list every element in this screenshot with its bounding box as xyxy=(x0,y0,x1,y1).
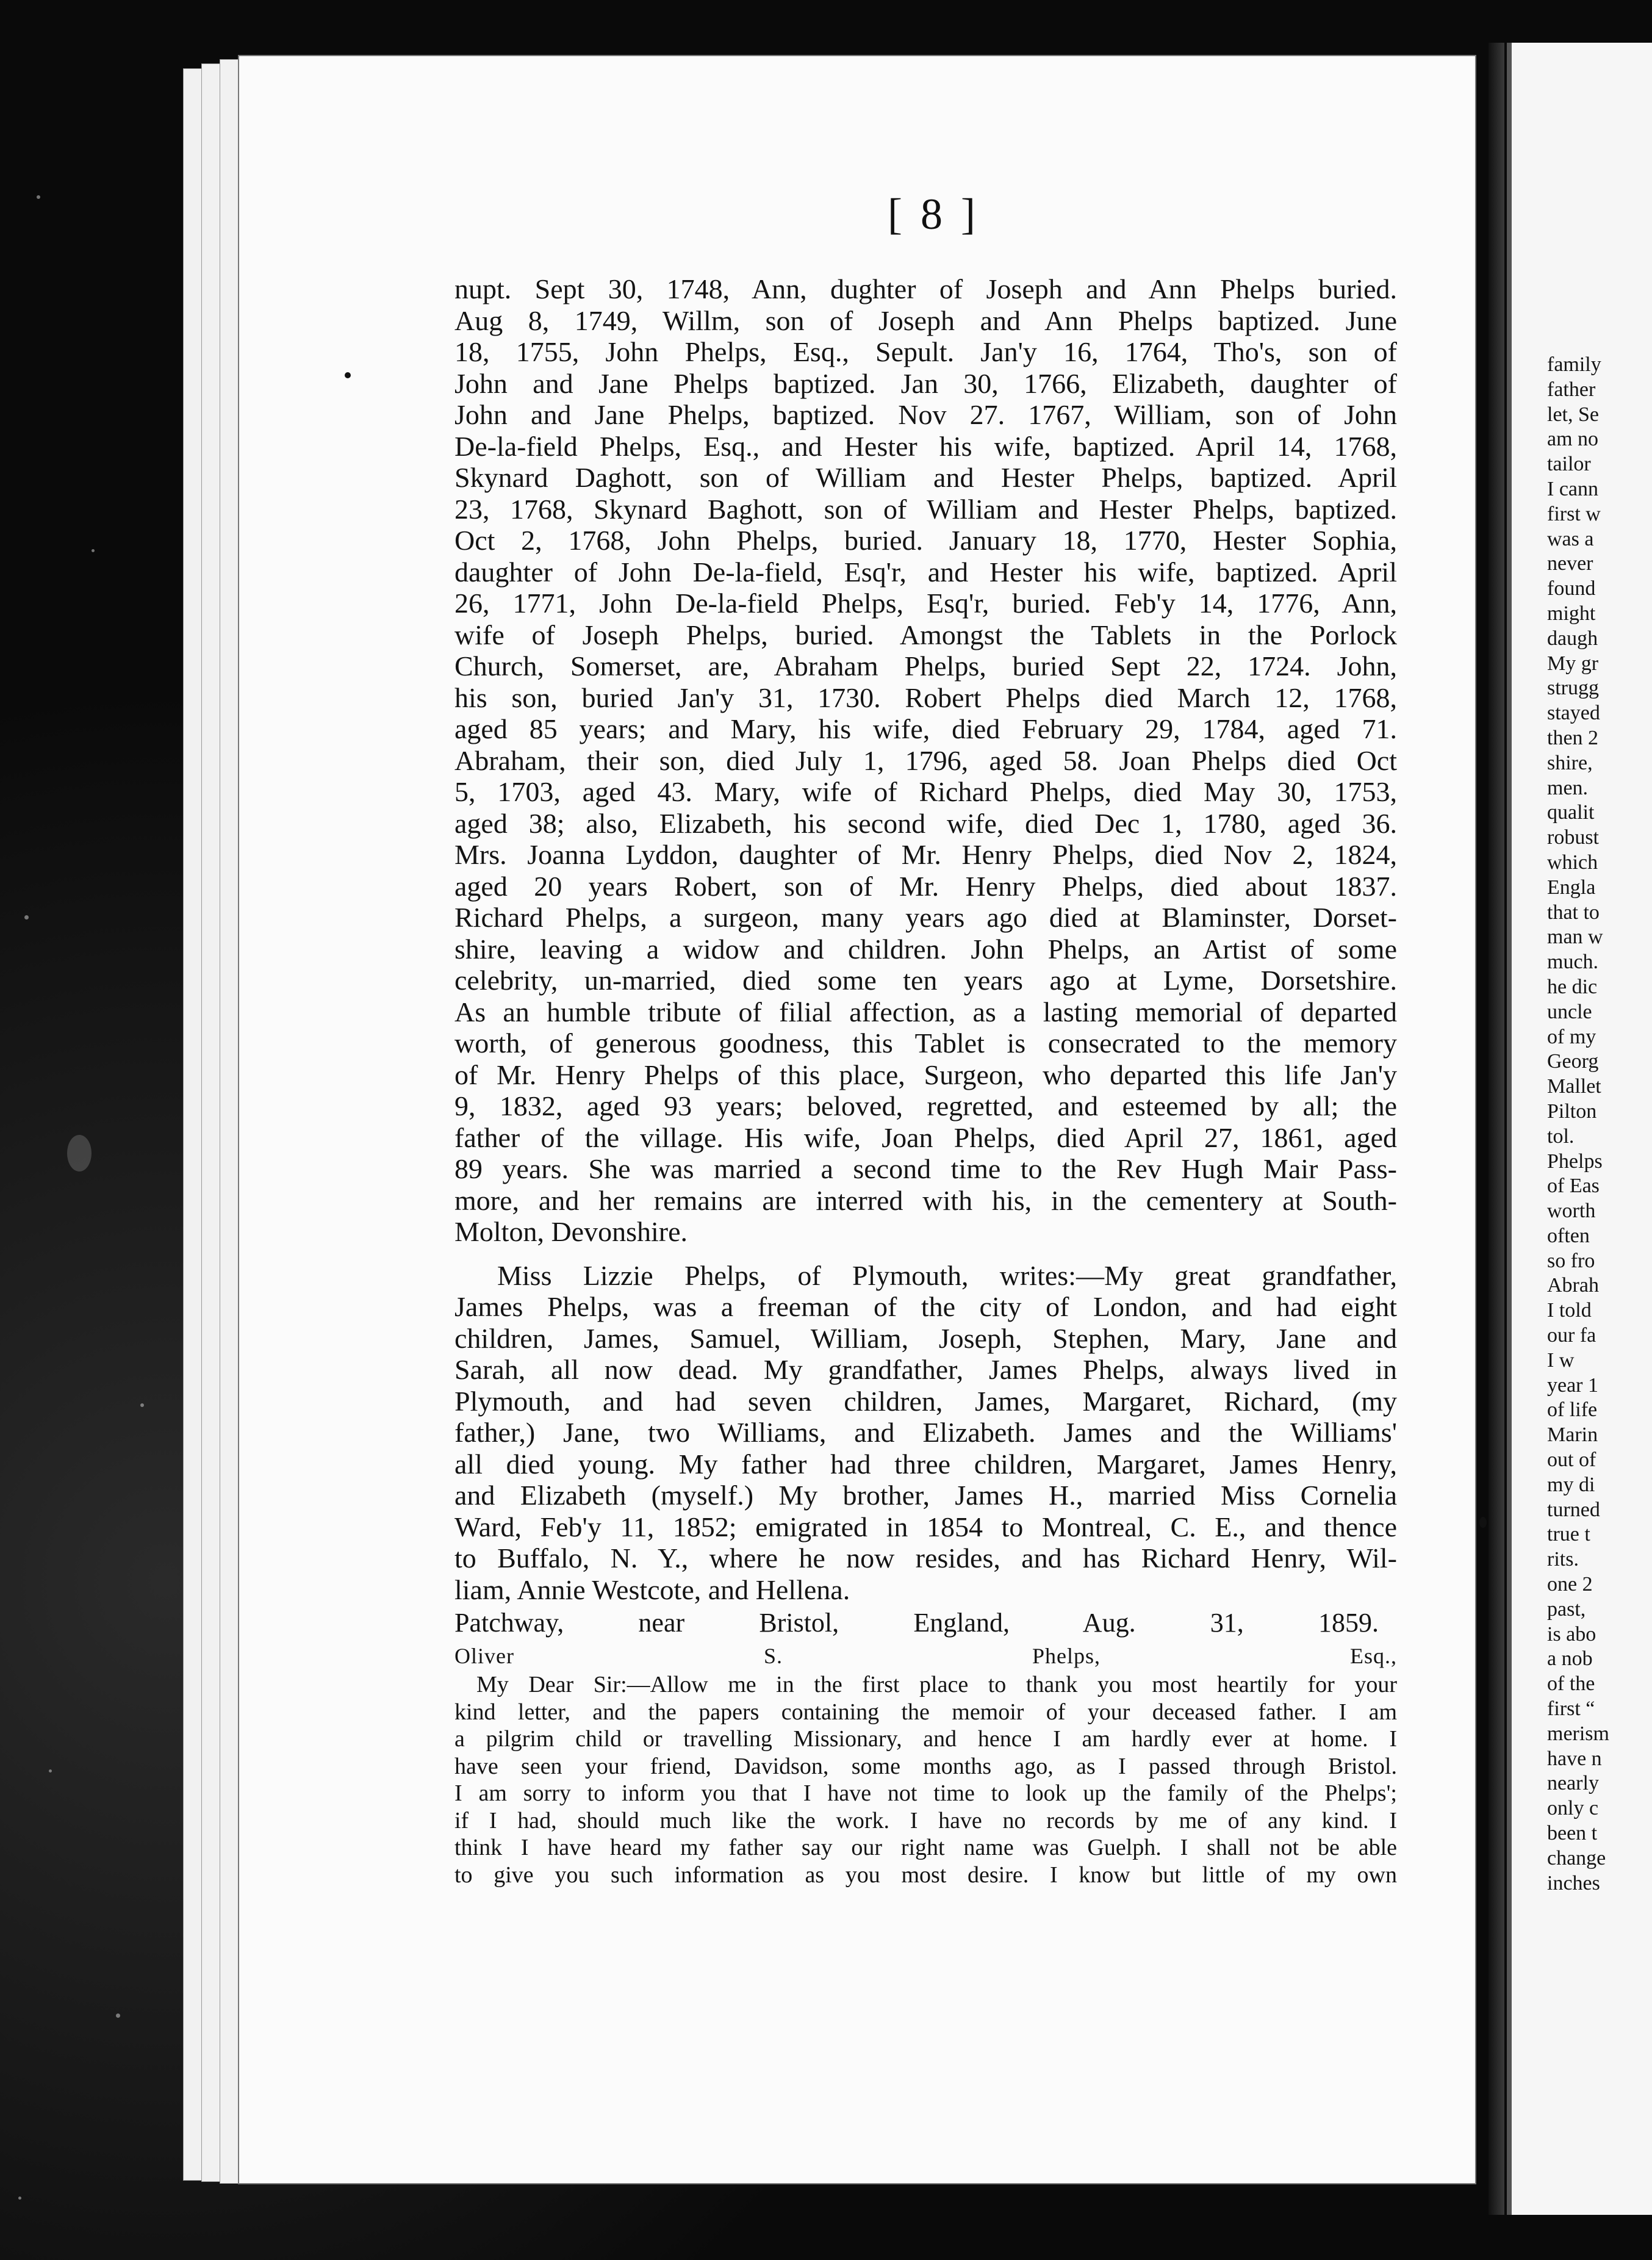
fragment-line: am no xyxy=(1547,428,1599,451)
fragment-line: year 1 xyxy=(1547,1373,1599,1397)
fragment-line: that to xyxy=(1547,901,1600,924)
fragment-line: qualit xyxy=(1547,801,1595,824)
text-line: aged 20 years Robert, son of Mr. Henry Phelps, died about 1837. xyxy=(454,870,1397,902)
fragment-line: he dic xyxy=(1547,975,1598,998)
letter-dateline: Patchway, near Bristol, England, Aug. 31, 1859. xyxy=(454,1608,1379,1638)
text-line: Miss Lizzie Phelps, of Plymouth, writes:—My great grandfather, xyxy=(497,1259,1397,1291)
fragment-line: I told xyxy=(1547,1299,1592,1322)
text-line: 9, 1832, aged 93 years; beloved, regretted, and esteemed by all; the xyxy=(454,1090,1397,1121)
text-line: Molton, Devonshire. xyxy=(454,1216,688,1247)
letter-line: kind letter, and the papers containing the memoir of your deceased father. I am xyxy=(454,1699,1397,1725)
text-line: liam, Annie Westcote, and Hellena. xyxy=(454,1574,850,1605)
letter-line: I am sorry to inform you that I have not time to look up the family of the Phelps'; xyxy=(454,1780,1397,1806)
fragment-line: often xyxy=(1547,1224,1590,1247)
text-line: daughter of John De-la-field, Esq'r, and Hester his wife, baptized. April xyxy=(454,556,1397,588)
fragment-line: only c xyxy=(1547,1797,1599,1820)
dust-speck xyxy=(24,915,29,919)
dust-speck xyxy=(49,1769,52,1772)
letter-body xyxy=(454,1671,1397,1888)
fragment-line: was a xyxy=(1547,527,1594,550)
letter-addressee: Oliver S. Phelps, Esq., xyxy=(454,1644,1397,1668)
text-line: aged 85 years; and Mary, his wife, died February 29, 1784, aged 71. xyxy=(454,713,1397,744)
text-line: nupt. Sept 30, 1748, Ann, dughter of Joseph and Ann Phelps buried. xyxy=(454,273,1397,304)
fragment-line: robust xyxy=(1547,826,1599,849)
fragment-line: I w xyxy=(1547,1348,1575,1372)
body-text xyxy=(454,273,1397,1888)
fragment-line: our fa xyxy=(1547,1324,1596,1347)
fragment-line: Phelps xyxy=(1547,1150,1603,1173)
text-line: Church, Somerset, are, Abraham Phelps, buried Sept 22, 1724. John, xyxy=(454,650,1397,682)
letter-line: if I had, should much like the work. I have no records by me of any kind. I xyxy=(454,1807,1397,1834)
text-line: Oct 2, 1768, John Phelps, buried. January 18, 1770, Hester Sophia, xyxy=(454,525,1397,556)
bullet-mark xyxy=(345,372,351,378)
fragment-line: first “ xyxy=(1547,1697,1595,1721)
text-line: De-la-field Phelps, Esq., and Hester his wife, baptized. April 14, 1768, xyxy=(454,430,1397,462)
fragment-line: inches xyxy=(1547,1871,1600,1895)
text-line: 89 years. She was married a second time to the Rev Hugh Mair Pass- xyxy=(454,1153,1397,1184)
fragment-line: of the xyxy=(1547,1672,1595,1696)
text-line: 18, 1755, John Phelps, Esq., Sepult. Jan'y 16, 1764, Tho's, son of xyxy=(454,336,1397,367)
text-line: Plymouth, and had seven children, James, Margaret, Richard, (my xyxy=(454,1385,1397,1417)
fragment-line: father xyxy=(1547,378,1596,401)
fragment-line: found xyxy=(1547,577,1596,600)
fragment-line: one 2 xyxy=(1547,1573,1593,1596)
fragment-line: man w xyxy=(1547,926,1603,949)
fragment-line: tol. xyxy=(1547,1125,1575,1148)
text-line: Richard Phelps, a surgeon, many years ago died at Blaminster, Dorset- xyxy=(454,902,1397,933)
fragment-line: men. xyxy=(1547,776,1589,799)
dust-speck xyxy=(92,549,95,552)
fragment-line: might xyxy=(1547,602,1596,625)
text-line: father of the village. His wife, Joan Phelps, died April 27, 1861, aged xyxy=(454,1121,1397,1153)
fragment-line: merism xyxy=(1547,1722,1609,1745)
dust-speck xyxy=(37,195,40,199)
fragment-line: change xyxy=(1547,1846,1606,1870)
page-gutter xyxy=(1489,43,1504,2215)
text-line: more, and her remains are interred with his, in the cementery at South- xyxy=(454,1184,1397,1216)
letter-line: have seen your friend, Davidson, some months ago, as I passed through Bristol. xyxy=(454,1753,1397,1779)
text-line: of Mr. Henry Phelps of this place, Surgeon, who departed this life Jan'y xyxy=(454,1059,1397,1090)
text-line: Abraham, their son, died July 1, 1796, aged 58. Joan Phelps died Oct xyxy=(454,744,1397,776)
fragment-line: my di xyxy=(1547,1473,1595,1496)
paragraph-lizzie-phelps xyxy=(454,1260,1397,1606)
fragment-line: a nob xyxy=(1547,1647,1593,1671)
fragment-line: Engla xyxy=(1547,876,1596,899)
text-line: celebrity, un-married, died some ten years ago at Lyme, Dorsetshire. xyxy=(454,965,1397,996)
fragment-line: much. xyxy=(1547,951,1599,974)
bullet-mark xyxy=(1479,1517,1487,1528)
fragment-line: is abo xyxy=(1547,1622,1596,1646)
text-line: his son, buried Jan'y 31, 1730. Robert Phelps died March 12, 1768, xyxy=(454,682,1397,713)
fragment-line: daugh xyxy=(1547,627,1598,650)
fragment-line: of my xyxy=(1547,1025,1596,1048)
fragment-line: of Eas xyxy=(1547,1175,1600,1198)
text-line: 23, 1768, Skynard Baghott, son of William and Hester Phelps, baptized. xyxy=(454,493,1397,525)
text-line: father,) Jane, two Williams, and Elizabeth. James and the Williams' xyxy=(454,1417,1397,1448)
fragment-line: stayed xyxy=(1547,702,1600,725)
text-line: children, James, Samuel, William, Joseph, Stephen, Mary, Jane and xyxy=(454,1322,1397,1354)
fragment-line: shire, xyxy=(1547,751,1593,774)
fragment-line: first w xyxy=(1547,502,1601,525)
fragment-line: true t xyxy=(1547,1523,1590,1546)
text-line: aged 38; also, Elizabeth, his second wife, died Dec 1, 1780, aged 36. xyxy=(454,807,1397,839)
letter-line: think I have heard my father say our right name was Guelph. I shall not be able xyxy=(454,1835,1397,1860)
dust-speck xyxy=(140,1403,144,1407)
text-line: Aug 8, 1749, Willm, son of Joseph and Ann Phelps baptized. June xyxy=(454,304,1397,336)
fragment-line: have n xyxy=(1547,1747,1602,1770)
text-line: John and Jane Phelps baptized. Jan 30, 1766, Elizabeth, daughter of xyxy=(454,367,1397,399)
fragment-line: let, Se xyxy=(1547,403,1599,426)
fragment-line: then 2 xyxy=(1547,726,1599,749)
text-line: James Phelps, was a freeman of the city of London, and had eight xyxy=(454,1291,1397,1322)
dust-speck xyxy=(116,2013,120,2018)
fragment-line: out of xyxy=(1547,1448,1596,1472)
text-line: and Elizabeth (myself.) My brother, James H., married Miss Cornelia xyxy=(454,1480,1397,1511)
text-line: Mrs. Joanna Lyddon, daughter of Mr. Henry Phelps, died Nov 2, 1824, xyxy=(454,839,1397,870)
fragment-line: turned xyxy=(1547,1498,1600,1521)
text-line: to Buffalo, N. Y., where he now resides, and has Richard Henry, Wil- xyxy=(454,1542,1397,1574)
text-line: shire, leaving a widow and children. John Phelps, an Artist of some xyxy=(454,933,1397,965)
text-line: all died young. My father had three children, Margaret, James Henry, xyxy=(454,1448,1397,1480)
fragment-line: strugg xyxy=(1547,677,1599,700)
text-line: 5, 1703, aged 43. Mary, wife of Richard Phelps, died May 30, 1753, xyxy=(454,776,1397,807)
fragment-line: uncle xyxy=(1547,1000,1592,1023)
fragment-line: Abrah xyxy=(1547,1274,1599,1297)
fragment-line: which xyxy=(1547,851,1598,874)
next-page xyxy=(1507,43,1652,2215)
dust-speck xyxy=(18,2197,21,2200)
fragment-line: so fro xyxy=(1547,1249,1595,1272)
fragment-line: tailor xyxy=(1547,453,1591,476)
letter-line: a pilgrim child or travelling Missionary, and hence I am hardly ever at home. I xyxy=(454,1726,1397,1752)
paragraph-gap xyxy=(454,1248,1397,1260)
page-number: [ 8 ] xyxy=(888,190,979,239)
next-page-text xyxy=(1547,353,1652,1896)
fragment-line: Marin xyxy=(1547,1423,1598,1447)
fragment-line: Pilton xyxy=(1547,1099,1597,1123)
text-line: John and Jane Phelps, baptized. Nov 27. 1767, William, son of John xyxy=(454,399,1397,430)
fragment-line: rits. xyxy=(1547,1548,1579,1571)
text-line: 26, 1771, John De-la-field Phelps, Esq'r, buried. Feb'y 14, 1776, Ann, xyxy=(454,588,1397,619)
letter-line: My Dear Sir:—Allow me in the first place to thank you most heartily for your xyxy=(476,1672,1397,1697)
fragment-line: family xyxy=(1547,353,1601,376)
text-line: Sarah, all now dead. My grandfather, James Phelps, always lived in xyxy=(454,1354,1397,1385)
fragment-line: My gr xyxy=(1547,652,1599,675)
fragment-line: Georg xyxy=(1547,1050,1599,1073)
fragment-line: nearly xyxy=(1547,1772,1599,1795)
dust-speck xyxy=(67,1135,92,1171)
fragment-line: never xyxy=(1547,552,1593,575)
text-line: Ward, Feb'y 11, 1852; emigrated in 1854 to Montreal, C. E., and thence xyxy=(454,1511,1397,1542)
text-line: wife of Joseph Phelps, buried. Amongst the Tablets in the Porlock xyxy=(454,619,1397,650)
fragment-line: been t xyxy=(1547,1822,1598,1845)
letter-line: to give you such information as you most desire. I know but little of my own xyxy=(454,1862,1397,1888)
fragment-line: of life xyxy=(1547,1398,1598,1422)
fragment-line: worth xyxy=(1547,1200,1596,1223)
fragment-line: past, xyxy=(1547,1597,1586,1621)
fragment-line: Mallet xyxy=(1547,1075,1601,1098)
paragraph-tablets xyxy=(454,273,1397,1248)
text-line: Skynard Daghott, son of William and Hester Phelps, baptized. April xyxy=(454,462,1397,493)
fragment-line: I cann xyxy=(1547,477,1599,500)
text-line: worth, of generous goodness, this Tablet is consecrated to the memory xyxy=(454,1027,1397,1059)
text-line: As an humble tribute of filial affection, as a lasting memorial of departed xyxy=(454,996,1397,1027)
